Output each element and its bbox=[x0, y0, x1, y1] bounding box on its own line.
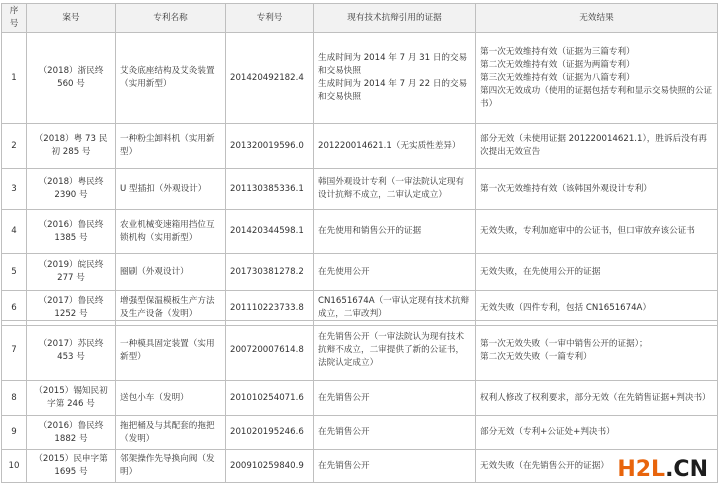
cell-patent: 201020195246.6 bbox=[226, 416, 314, 450]
evidence-line: 生成时间为 2014 年 7 月 22 日的交易和交易快照 bbox=[318, 79, 468, 102]
cell-name: 圈刷（外观设计） bbox=[116, 254, 226, 291]
result-line: 第一次无效维持有效（证据为三篇专利） bbox=[480, 46, 635, 57]
cell-result: 部分无效（未使用证据 201220014621.1），胜诉后没有再次提出无效宣告 bbox=[476, 124, 718, 169]
cell-patent: 201420492182.4 bbox=[226, 33, 314, 124]
cell-no: 10 bbox=[2, 450, 27, 483]
cell-patent: 201010254071.6 bbox=[226, 381, 314, 416]
cell-result: 无效失败（四件专利，包括 CN1651674A） bbox=[476, 291, 718, 326]
table-row bbox=[2, 124, 718, 169]
cell-evidence bbox=[314, 33, 476, 124]
case-table-bottom bbox=[1, 320, 718, 483]
evidence-line: 生成时间为 2014 年 7 月 31 日的交易和交易快照 bbox=[318, 53, 468, 76]
cell-name: 一种模具固定装置（实用新型） bbox=[116, 321, 226, 381]
table-row bbox=[2, 321, 718, 381]
cell-result: 无效失败，专利加庭审中的公证书，但口审放弃该公证书 bbox=[476, 210, 718, 254]
cell-evidence: CN1651674A（一审认定现有技术抗辩成立，二审改判） bbox=[314, 291, 476, 326]
cell-patent: 201320019596.0 bbox=[226, 124, 314, 169]
table-row bbox=[2, 450, 718, 483]
cell-no: 1 bbox=[2, 33, 27, 124]
cell-result: 权利人修改了权利要求，部分无效（在先销售证据+判决书） bbox=[476, 381, 718, 416]
header-no: 序号 bbox=[2, 4, 27, 33]
cell-name: 送包小车（发明） bbox=[116, 381, 226, 416]
header-result: 无效结果 bbox=[476, 4, 718, 33]
cell-evidence: 在先使用公开 bbox=[314, 254, 476, 291]
cell-case: （2017）鲁民终 1252 号 bbox=[27, 291, 116, 326]
cell-evidence: 在先销售公开 bbox=[314, 381, 476, 416]
cell-result bbox=[476, 33, 718, 124]
table-row bbox=[2, 254, 718, 291]
cell-case: （2019）皖民终 277 号 bbox=[27, 254, 116, 291]
watermark-part2: .CN bbox=[665, 457, 708, 482]
cell-name: U 型插扣（外观设计） bbox=[116, 169, 226, 210]
cell-result: 第一次无效维持有效（该韩国外观设计专利） bbox=[476, 169, 718, 210]
cell-result: 无效失败（在先销售公开的证据） bbox=[476, 450, 718, 483]
h2l-watermark-logo bbox=[617, 457, 708, 482]
cell-case: （2016）鲁民终 1385 号 bbox=[27, 210, 116, 254]
cell-no: 9 bbox=[2, 416, 27, 450]
result-line: 第三次无效维持有效（证据为八篇专利） bbox=[480, 72, 635, 83]
result-line: 第二次无效维持有效（证据为两篇专利） bbox=[480, 59, 635, 70]
cell-case: （2015）民申字第 1695 号 bbox=[27, 450, 116, 483]
cell-patent: 201130385336.1 bbox=[226, 169, 314, 210]
result-line: 第二次无效失败（一篇专利） bbox=[480, 351, 592, 362]
cell-patent: 200720007614.8 bbox=[226, 321, 314, 381]
header-name: 专利名称 bbox=[116, 4, 226, 33]
cell-patent: 201420344598.1 bbox=[226, 210, 314, 254]
table-row bbox=[2, 33, 718, 124]
case-table-top bbox=[1, 3, 718, 326]
cell-no: 3 bbox=[2, 169, 27, 210]
cell-result: 无效失败，在先使用公开的证据 bbox=[476, 254, 718, 291]
cell-evidence: 韩国外观设计专利（一审法院认定现有设计抗辩不成立，二审认定成立） bbox=[314, 169, 476, 210]
cell-evidence: 在先销售公开 bbox=[314, 416, 476, 450]
cell-result: 部分无效（专利+公证处+判决书） bbox=[476, 416, 718, 450]
watermark-part1: H2L bbox=[617, 457, 666, 482]
cell-no: 2 bbox=[2, 124, 27, 169]
cell-no: 7 bbox=[2, 321, 27, 381]
cell-evidence: 在先销售公开 bbox=[314, 450, 476, 483]
cell-result bbox=[476, 321, 718, 381]
table-row bbox=[2, 210, 718, 254]
cell-evidence: 在先使用和销售公开的证据 bbox=[314, 210, 476, 254]
header-patent: 专利号 bbox=[226, 4, 314, 33]
cell-case: （2018）浙民终 560 号 bbox=[27, 33, 116, 124]
cell-patent: 201730381278.2 bbox=[226, 254, 314, 291]
cell-evidence: 201220014621.1（无实质性差异） bbox=[314, 124, 476, 169]
cell-case: （2015）锡知民初字第 246 号 bbox=[27, 381, 116, 416]
cell-no: 8 bbox=[2, 381, 27, 416]
cell-no: 6 bbox=[2, 291, 27, 326]
cell-no: 5 bbox=[2, 254, 27, 291]
header-case: 案号 bbox=[27, 4, 116, 33]
cell-name: 增强型保温模板生产方法及生产设备（发明） bbox=[116, 291, 226, 326]
cell-case: （2018）粤民终 2390 号 bbox=[27, 169, 116, 210]
result-line: 第四次无效成功（使用的证据包括专利和显示交易快照的公证书） bbox=[480, 85, 713, 109]
cell-evidence: 在先销售公开（一审法院认为现有技术抗辩不成立，二审提供了新的公证书，法院认定成立） bbox=[314, 321, 476, 381]
cell-name: 艾灸底座结构及艾灸装置（实用新型） bbox=[116, 33, 226, 124]
cell-case: （2016）鲁民终 1882 号 bbox=[27, 416, 116, 450]
table-row bbox=[2, 381, 718, 416]
cell-case: （2018）粤 73 民初 285 号 bbox=[27, 124, 116, 169]
cell-name: 一种粉尘卸料机（实用新型） bbox=[116, 124, 226, 169]
cell-no: 4 bbox=[2, 210, 27, 254]
cell-case: （2017）苏民终 453 号 bbox=[27, 321, 116, 381]
header-evidence: 现有技术抗辩引用的证据 bbox=[314, 4, 476, 33]
table-row bbox=[2, 416, 718, 450]
cell-name: 农业机械变速箱用挡位互锁机构（实用新型） bbox=[116, 210, 226, 254]
table-row bbox=[2, 169, 718, 210]
cell-name: 拖把桶及与其配套的拖把（发明） bbox=[116, 416, 226, 450]
cell-patent: 200910259840.9 bbox=[226, 450, 314, 483]
table-header-row bbox=[2, 4, 718, 33]
result-line: 第一次无效失败（一审中销售公开的证据）； bbox=[480, 338, 648, 349]
cell-patent: 201110223733.8 bbox=[226, 291, 314, 326]
cell-name: 邻架操作先导换向阀（发明） bbox=[116, 450, 226, 483]
